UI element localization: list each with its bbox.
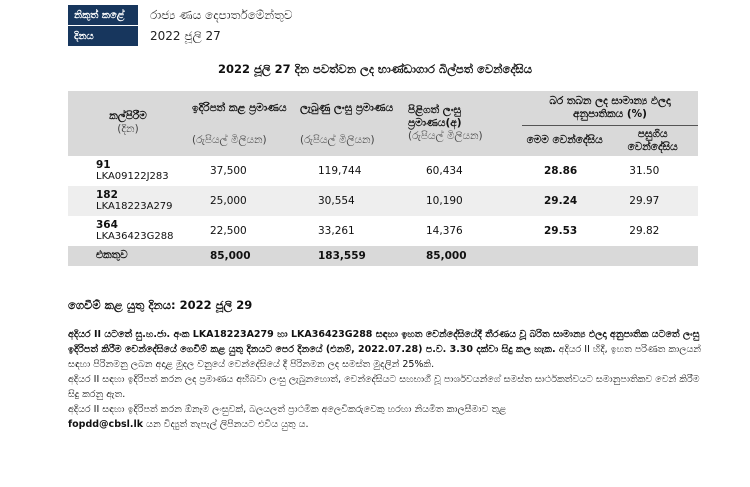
previous-yield-cell: 29.97: [607, 186, 698, 216]
settlement-date: ගෙවීම් කළ යුතු දිනය: 2022 ජූලි 29: [68, 298, 253, 312]
table-row: [68, 216, 698, 246]
total-empty-yield: [522, 246, 607, 266]
tenor-cell: 182 LKA18223A279: [68, 186, 188, 216]
received-cell: 33,261: [318, 224, 355, 237]
issued-by-label: නිකුත් කළේ: [68, 5, 138, 26]
accepted-cell: 60,434: [426, 164, 463, 177]
tenor-cell: 364 LKA36423G288: [96, 219, 174, 242]
received-unit: (රුපියල් මිලියන): [296, 125, 404, 156]
issue-meta: [68, 5, 293, 47]
accepted-cell: 10,190: [404, 186, 522, 216]
previous-yield-cell: 31.50: [629, 164, 660, 177]
note-paragraph-4: [68, 417, 708, 432]
yield-cell: 29.24: [522, 186, 607, 216]
total-label: එකතුව: [68, 246, 188, 266]
total-accepted: 85,000: [404, 246, 522, 266]
note-paragraph-1: [68, 327, 708, 372]
total-offered: 85,000: [188, 246, 296, 266]
note-paragraph-2: අදියර II සඳහා ඉදිරිපත් කරන ලද ප්‍රමාණය අභිබවා ලංසු ලැබුනහොත්, වෙන්දේසියට සහභාගී වූ පාර්ශවයන්ගේ සමස්ත සාර්ථකත්වයට සමානුපාතිකව වෙන් කිරීම සිදු කරනු ඇත.: [68, 374, 700, 400]
date-value: 2022 ජූලි 27: [150, 28, 221, 43]
table-row: [68, 186, 698, 216]
accepted-header: පිළිගත් ලංසු ප්‍රමාණය(අ) (රුපියල් මිලියන): [404, 91, 522, 156]
note-1-rest: අදියර II හිදී, ඉහත පරිණත කාලයන් සඳහා පිරිනමනු ලබන අදාළ මුදල වනුයේ වෙන්දේසියේ දී පිරිනමන ලද සමස්ත මුදලින් 25%කි.: [68, 344, 702, 370]
date-label: දිනය: [68, 26, 138, 47]
total-empty-previous: [607, 246, 698, 266]
table-row: [68, 156, 698, 186]
offered-unit: (රුපියල් මිලියන): [188, 125, 296, 156]
yield-cell: 28.86: [544, 164, 578, 177]
maturity-header: කල්පිරීම (දින): [68, 91, 188, 156]
total-received: 183,559: [296, 246, 404, 266]
header-row-1: [68, 91, 698, 125]
this-week-header: මෙම වෙන්දේසිය: [522, 125, 607, 156]
note-paragraph-3: අදියර II සඳහා ඉදිරිපත් කරන ඕනෑම ලංසුවක්, බලයලත් ප්‍රාථමික අලෙවිකරුවෙකු හරහා නියමිත කාලසීමාව තුළ: [68, 404, 507, 415]
offered-header: ඉදිරිපත් කළ ප්‍රමාණය: [188, 91, 296, 125]
received-cell: 30,554: [296, 186, 404, 216]
previous-yield-cell: 29.82: [629, 224, 660, 237]
page-title: 2022 ජූලි 27 දින පවත්වන ලද භාණ්ඩාගාර බිල්පත් වෙන්දේසිය: [218, 62, 532, 76]
total-row: [68, 246, 698, 266]
accepted-cell: 14,376: [426, 224, 463, 237]
note-1-bold: අදියර II යටතේ සු.හ.ජා. අංක LKA18223A279 හා LKA36423G288 සඳහා ඉහත වෙන්දේසියේදී තීරණය වූ බරිත සාමාන්‍ය ඵලදා අනුපාතික යටතේ ලංසු ඉදිරිපත් කිරීම වෙන්දේසියේ ගෙවීම් කළ යුතු දිනයට පෙර දිනයේ (එනම්, 2022.07.28) ප.ව. 3.30 දක්වා සිදු කල හැක.: [68, 329, 700, 355]
offered-cell: 25,000: [188, 186, 296, 216]
received-header: ලැබුණු ලංසු ප්‍රමාණය: [296, 91, 404, 125]
previous-header: පසුගිය වෙන්දේසිය: [607, 125, 698, 156]
issued-by-value: රාජ්‍ය ණය දෙපාර්තමේන්තුව: [150, 7, 293, 22]
offered-cell: 37,500: [210, 164, 247, 177]
yield-group-header: බර තබන ලද සාමාන්‍ය ඵලදා අනුපාතිකය (%): [522, 91, 698, 125]
received-cell: 119,744: [318, 164, 362, 177]
phase-two-notes: [68, 327, 708, 432]
tenor-cell: 91 LKA09122J283: [96, 159, 169, 182]
note-4-rest: යන විද්‍යුත් තැපැල් ලිපිනයට එවිය යුතු ය.: [143, 419, 309, 430]
email-address: fopdd@cbsl.lk: [68, 419, 144, 430]
auction-results-table: [68, 91, 698, 266]
offered-cell: 22,500: [210, 224, 247, 237]
yield-cell: 29.53: [544, 224, 578, 237]
